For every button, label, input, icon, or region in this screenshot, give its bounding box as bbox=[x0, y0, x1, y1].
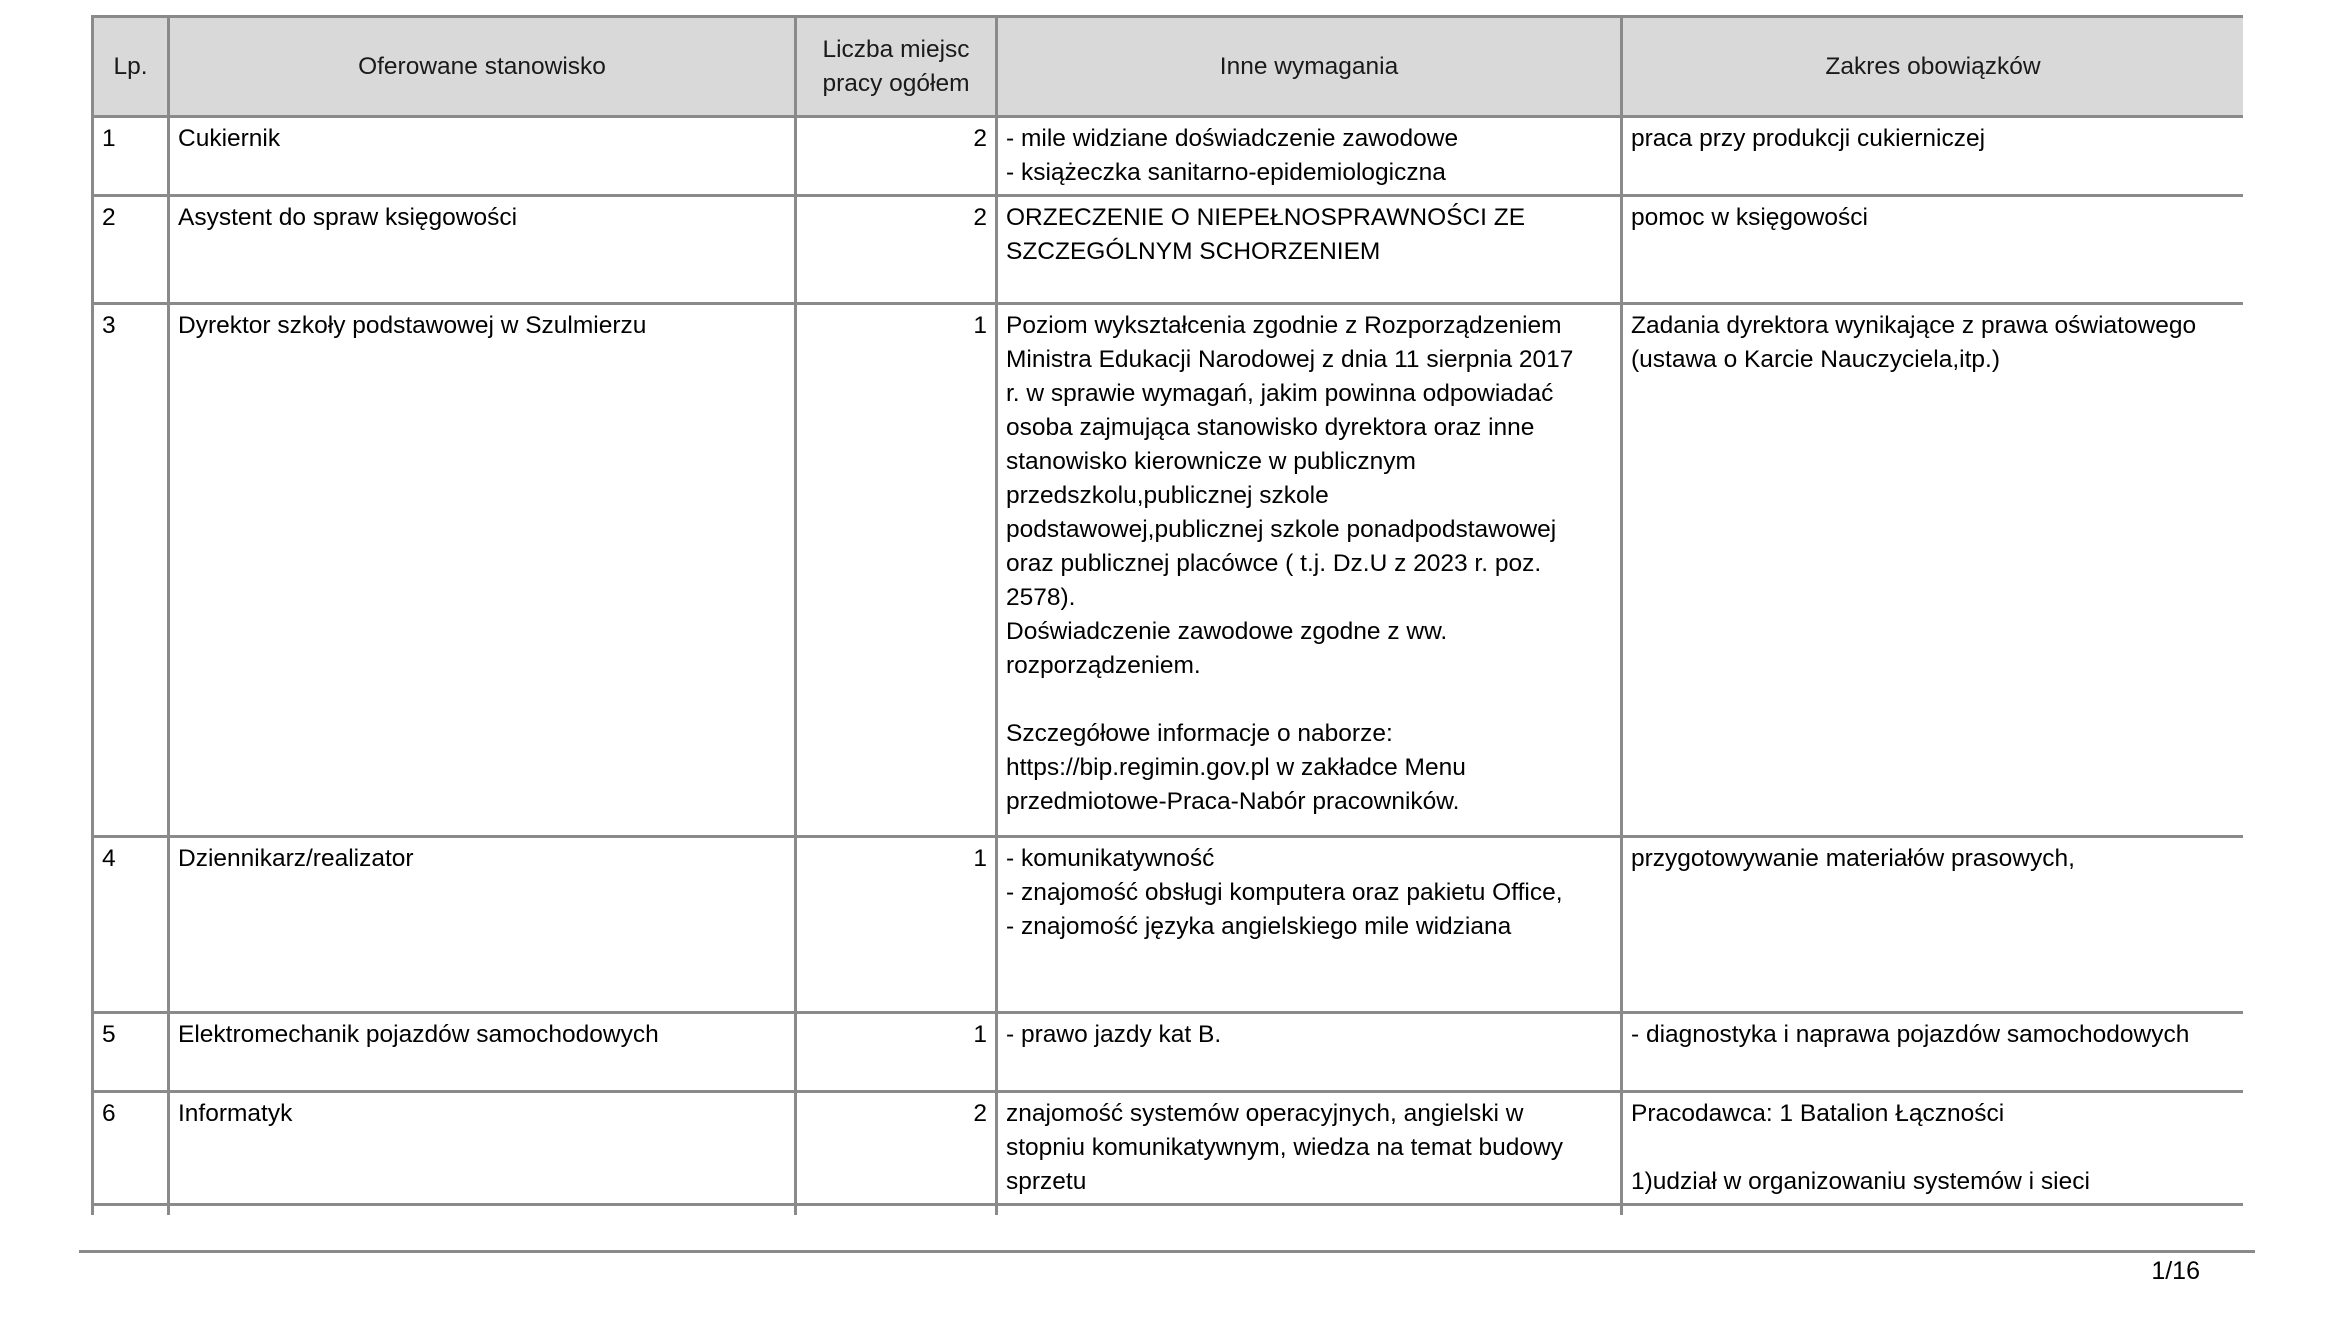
table-header bbox=[93, 17, 2244, 117]
header-wymagania: Inne wymagania bbox=[997, 17, 1622, 117]
cell-lp: 4 bbox=[93, 837, 169, 1013]
table-row bbox=[93, 837, 2244, 1013]
cell-empty bbox=[1622, 1205, 2244, 1216]
job-offers-table bbox=[91, 15, 2243, 1215]
header-row bbox=[93, 17, 2244, 117]
cell-lp: 6 bbox=[93, 1092, 169, 1205]
cell-liczba: 2 bbox=[796, 1092, 997, 1205]
cell-stanowisko: Dziennikarz/realizator bbox=[169, 837, 796, 1013]
cell-liczba: 2 bbox=[796, 117, 997, 196]
cell-stanowisko: Elektromechanik pojazdów samochodowych bbox=[169, 1013, 796, 1092]
cell-empty bbox=[169, 1205, 796, 1216]
cell-zakres: Pracodawca: 1 Batalion Łączności 1)udział w organizowaniu systemów i sieci bbox=[1622, 1092, 2244, 1205]
cell-wymagania: znajomość systemów operacyjnych, angielski w stopniu komunikatywnym, wiedza na temat budowy sprzetu bbox=[997, 1092, 1622, 1205]
cell-empty bbox=[93, 1205, 169, 1216]
cell-liczba: 2 bbox=[796, 196, 997, 304]
table-row bbox=[93, 1092, 2244, 1205]
footer-divider bbox=[79, 1250, 2255, 1253]
table-row bbox=[93, 304, 2244, 837]
header-lp: Lp. bbox=[93, 17, 169, 117]
cell-lp: 1 bbox=[93, 117, 169, 196]
header-liczba: Liczba miejsc pracy ogółem bbox=[796, 17, 997, 117]
cell-lp: 3 bbox=[93, 304, 169, 837]
cell-wymagania: - komunikatywność - znajomość obsługi komputera oraz pakietu Office, - znajomość języka angielskiego mile widziana bbox=[997, 837, 1622, 1013]
cell-empty bbox=[997, 1205, 1622, 1216]
cell-zakres: praca przy produkcji cukierniczej bbox=[1622, 117, 2244, 196]
cell-liczba: 1 bbox=[796, 837, 997, 1013]
cell-stanowisko: Informatyk bbox=[169, 1092, 796, 1205]
cell-wymagania: - prawo jazdy kat B. bbox=[997, 1013, 1622, 1092]
cell-liczba: 1 bbox=[796, 1013, 997, 1092]
table-body bbox=[93, 117, 2244, 1216]
cell-stanowisko: Asystent do spraw księgowości bbox=[169, 196, 796, 304]
header-stanowisko: Oferowane stanowisko bbox=[169, 17, 796, 117]
cell-lp: 5 bbox=[93, 1013, 169, 1092]
cell-zakres: - diagnostyka i naprawa pojazdów samochodowych bbox=[1622, 1013, 2244, 1092]
cell-liczba: 1 bbox=[796, 304, 997, 837]
cell-zakres: przygotowywanie materiałów prasowych, bbox=[1622, 837, 2244, 1013]
cell-stanowisko: Cukiernik bbox=[169, 117, 796, 196]
cell-empty bbox=[796, 1205, 997, 1216]
table-row bbox=[93, 117, 2244, 196]
cell-zakres: pomoc w księgowości bbox=[1622, 196, 2244, 304]
cell-stanowisko: Dyrektor szkoły podstawowej w Szulmierzu bbox=[169, 304, 796, 837]
table-row-continuation bbox=[93, 1205, 2244, 1216]
page-number: 1/16 bbox=[2151, 1257, 2200, 1285]
cell-lp: 2 bbox=[93, 196, 169, 304]
cell-wymagania: ORZECZENIE O NIEPEŁNOSPRAWNOŚCI ZE SZCZEGÓLNYM SCHORZENIEM bbox=[997, 196, 1622, 304]
header-zakres: Zakres obowiązków bbox=[1622, 17, 2244, 117]
cell-wymagania: - mile widziane doświadczenie zawodowe - książeczka sanitarno-epidemiologiczna bbox=[997, 117, 1622, 196]
cell-wymagania: Poziom wykształcenia zgodnie z Rozporządzeniem Ministra Edukacji Narodowej z dnia 11 sierpnia 2017 r. w sprawie wymagań, jakim powinna odpowiadać osoba zajmująca stanowisko dyrektora oraz inne stanowisko kierownicze w publicznym przedszkolu,publicznej szkole podstawowej,publicznej szkole ponadpodstawowej oraz publicznej placówce ( t.j. Dz.U z 2023 r. poz. 2578). Doświadczenie zawodowe zgodne z ww. rozporządzeniem. Szczegółowe informacje o naborze: https://bip.regimin.gov.pl w zakładce Menu przedmiotowe-Praca-Nabór pracowników. bbox=[997, 304, 1622, 837]
cell-zakres: Zadania dyrektora wynikające z prawa oświatowego (ustawa o Karcie Nauczyciela,itp.) bbox=[1622, 304, 2244, 837]
table-row bbox=[93, 1013, 2244, 1092]
table-row bbox=[93, 196, 2244, 304]
job-offers-table-container bbox=[91, 15, 2243, 1215]
